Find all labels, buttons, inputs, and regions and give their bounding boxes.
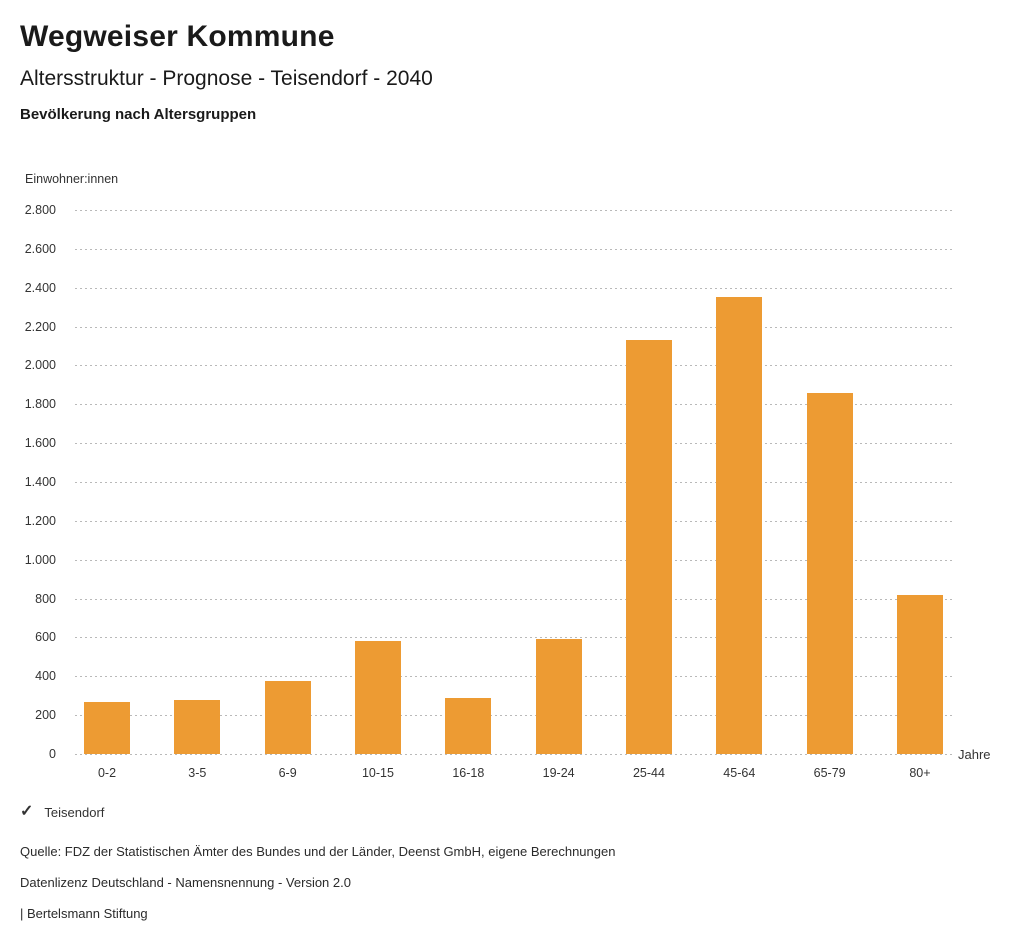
bar-45-64[interactable]	[716, 297, 762, 754]
y-tick-label-2800: 2.800	[24, 203, 56, 217]
bar-6-9[interactable]	[265, 681, 311, 754]
plot-area	[75, 210, 953, 754]
chart-subtitle: Bevölkerung nach Altersgruppen	[20, 106, 257, 123]
gridline-2400	[75, 288, 953, 289]
y-axis-title: Einwohner:innen	[25, 172, 119, 186]
bar-80+[interactable]	[897, 595, 943, 754]
y-tick-label-800: 800	[35, 591, 56, 606]
publisher-note: | Bertelsmann Stiftung	[20, 906, 148, 921]
gridline-0	[75, 754, 953, 755]
y-tick-label-1400: 1.400	[24, 475, 56, 489]
legend-label: Teisendorf	[44, 804, 105, 820]
y-tick-label-1200: 1.200	[24, 513, 56, 528]
y-tick-label-600: 600	[35, 630, 56, 645]
y-tick-label-0: 0	[49, 747, 56, 761]
y-tick-label-1000: 1.000	[24, 552, 56, 567]
source-note: Quelle: FDZ der Statistischen Ämter des Bundes und der Länder, Deenst GmbH, eigene Berechnungen	[20, 844, 616, 859]
y-tick-label-2000: 2.000	[24, 358, 56, 373]
brand-title: Wegweiser Kommune	[20, 20, 335, 53]
legend-check-icon: ✓	[20, 803, 34, 820]
x-tick-label-3-5: 3-5	[188, 766, 207, 780]
x-tick-label-10-15: 10-15	[361, 766, 394, 780]
bar-25-44[interactable]	[626, 340, 672, 754]
y-tick-label-2600: 2.600	[24, 241, 56, 256]
x-tick-label-6-9: 6-9	[278, 766, 297, 780]
bar-10-15[interactable]	[355, 641, 401, 754]
x-tick-label-45-64: 45-64	[723, 766, 756, 780]
chart-title: Altersstruktur - Prognose - Teisendorf - 2040	[20, 67, 433, 90]
license-note: Datenlizenz Deutschland - Namensnennung - Version 2.0	[20, 875, 351, 890]
gridline-2600	[75, 249, 953, 250]
gridline-2000	[75, 365, 953, 366]
x-tick-label-19-24: 19-24	[542, 766, 575, 780]
x-axis-title: Jahre	[958, 747, 991, 762]
bar-65-79[interactable]	[807, 393, 853, 754]
legend-item-teisendorf[interactable]	[20, 804, 104, 820]
x-tick-label-16-18: 16-18	[452, 766, 485, 780]
y-tick-label-1800: 1.800	[24, 397, 56, 412]
y-tick-label-400: 400	[35, 669, 56, 684]
y-tick-label-2400: 2.400	[24, 280, 56, 295]
bar-19-24[interactable]	[536, 639, 582, 754]
x-tick-label-65-79: 65-79	[813, 766, 846, 780]
bar-16-18[interactable]	[445, 698, 491, 754]
bar-0-2[interactable]	[84, 702, 130, 754]
y-tick-label-200: 200	[35, 708, 56, 723]
y-tick-label-2200: 2.200	[24, 319, 56, 334]
gridline-2800	[75, 210, 953, 211]
x-tick-label-80+: 80+	[909, 766, 931, 780]
x-tick-label-0-2: 0-2	[97, 766, 117, 780]
gridline-2200	[75, 327, 953, 328]
x-tick-label-25-44: 25-44	[632, 766, 665, 780]
y-tick-label-1600: 1.600	[24, 436, 56, 451]
bar-3-5[interactable]	[174, 700, 220, 754]
